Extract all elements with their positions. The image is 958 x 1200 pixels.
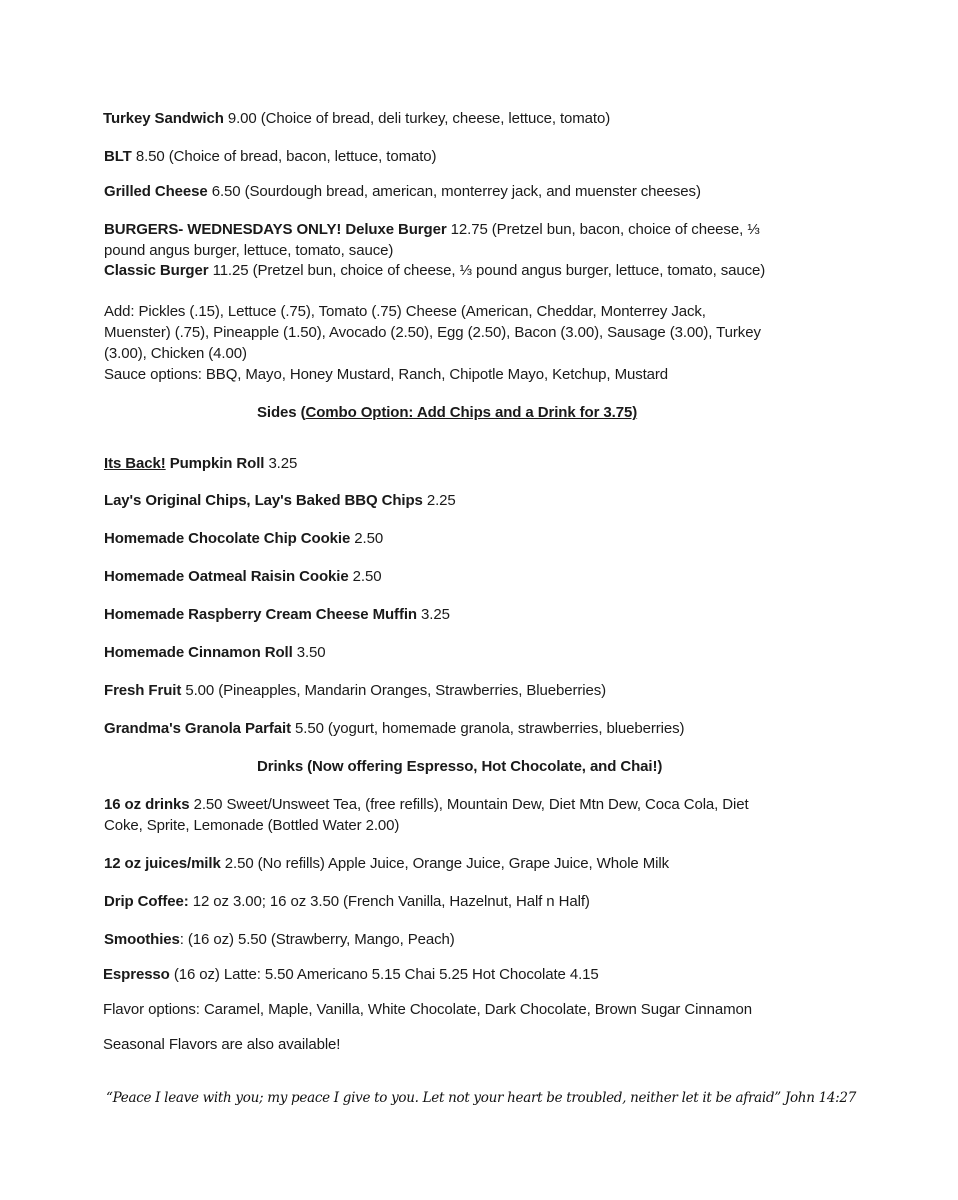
item-description: 2.50 (No refills) Apple Juice, Orange Juice, Grape Juice, Whole Milk xyxy=(224,855,670,872)
menu-item-blt xyxy=(104,146,436,167)
item-name: Espresso xyxy=(103,966,170,983)
item-description: 2.50 Sweet/Unsweet Tea, (free refills), Mountain Dew, Diet Mtn Dew, Coca Cola, Diet xyxy=(193,796,749,813)
item-price: 5.00 xyxy=(185,682,215,699)
menu-item-turkey-sandwich xyxy=(103,108,610,129)
item-description: 12 oz 3.00; 16 oz 3.50 (French Vanilla, Hazelnut, Half n Half) xyxy=(192,893,590,910)
addons-line-1: Add: Pickles (.15), Lettuce (.75), Tomato (.75) Cheese (American, Cheddar, Monterrey Jack, xyxy=(104,303,706,320)
addons-line-3: (3.00), Chicken (4.00) xyxy=(104,345,247,362)
item-price: 2.25 xyxy=(426,492,456,509)
seasonal-flavors-note: Seasonal Flavors are also available! xyxy=(103,1036,341,1053)
item-name: Lay's Original Chips, Lay's Baked BBQ Chips xyxy=(104,492,423,509)
item-name: Drip Coffee: xyxy=(104,893,189,910)
item-name: Homemade Chocolate Chip Cookie xyxy=(104,530,351,547)
item-price: 8.50 xyxy=(135,148,165,165)
menu-item-chocolate-chip-cookie xyxy=(104,528,383,549)
item-description: (Pretzel bun, choice of cheese, ⅓ pound angus burger, lettuce, tomato, sauce) xyxy=(252,262,766,279)
item-description: (Pretzel bun, bacon, choice of cheese, ⅓ xyxy=(491,221,760,238)
item-name: Grilled Cheese xyxy=(104,183,208,200)
item-name: 16 oz drinks xyxy=(104,796,190,813)
item-description: (Sourdough bread, american, monterrey jack, and muenster cheeses) xyxy=(244,183,701,200)
menu-item-chips xyxy=(104,490,456,511)
menu-item-grilled-cheese xyxy=(104,181,701,202)
menu-item-cinnamon-roll xyxy=(104,642,326,663)
item-price: 3.25 xyxy=(421,606,450,623)
item-name: Deluxe Burger xyxy=(345,221,447,238)
menu-item-fresh-fruit xyxy=(104,680,606,701)
menu-item-oatmeal-raisin-cookie xyxy=(104,566,381,587)
menu-item-raspberry-muffin xyxy=(104,604,450,625)
item-price: 5.50 xyxy=(295,720,324,737)
item-price: 3.25 xyxy=(268,455,298,472)
menu-item-pumpkin-roll xyxy=(104,453,297,474)
item-description: (yogurt, homemade granola, strawberries, blueberries) xyxy=(327,720,685,737)
item-price: 6.50 xyxy=(211,183,241,200)
bible-quote: “Peace I leave with you; my peace I give to you. Let not your heart be troubled, neither let it be afraid” John 14:27 xyxy=(106,1090,856,1106)
menu-item-smoothies xyxy=(104,929,455,950)
item-price: 2.50 xyxy=(352,568,382,585)
item-name: Homemade Oatmeal Raisin Cookie xyxy=(104,568,349,585)
item-price: 9.00 xyxy=(227,110,257,127)
item-price: 12.75 xyxy=(450,221,488,238)
item-price: 3.50 xyxy=(296,644,326,661)
menu-item-drip-coffee xyxy=(104,891,590,912)
item-name: Pumpkin Roll xyxy=(169,455,265,472)
sides-heading-label: Sides ( xyxy=(257,404,306,421)
drinks-heading: Drinks (Now offering Espresso, Hot Chocolate, and Chai!) xyxy=(257,758,663,775)
item-name: BLT xyxy=(104,148,132,165)
flavor-options: Flavor options: Caramel, Maple, Vanilla, White Chocolate, Dark Chocolate, Brown Sugar Cinnamon xyxy=(103,1001,752,1018)
menu-item-16oz-drinks xyxy=(104,794,749,815)
item-name: Homemade Raspberry Cream Cheese Muffin xyxy=(104,606,417,623)
item-price: 11.25 xyxy=(212,262,249,279)
menu-item-classic-burger xyxy=(104,260,765,281)
menu-item-espresso xyxy=(103,964,599,985)
item-description: (Choice of bread, bacon, lettuce, tomato) xyxy=(168,148,437,165)
item-name: Homemade Cinnamon Roll xyxy=(104,644,293,661)
item-name: Fresh Fruit xyxy=(104,682,182,699)
item-description: (16 oz) Latte: 5.50 Americano 5.15 Chai 5.25 Hot Chocolate 4.15 xyxy=(173,966,599,983)
deluxe-burger-description-continued: pound angus burger, lettuce, tomato, sauce) xyxy=(104,242,394,259)
item-price: 2.50 xyxy=(354,530,384,547)
item-name: Classic Burger xyxy=(104,262,209,279)
item-name: Smoothies xyxy=(104,931,180,948)
menu-item-granola-parfait xyxy=(104,718,684,739)
burgers-heading: BURGERS- WEDNESDAYS ONLY! xyxy=(104,221,342,238)
item-description: (Pineapples, Mandarin Oranges, Strawberries, Blueberries) xyxy=(218,682,607,699)
item-name: Turkey Sandwich xyxy=(103,110,224,127)
its-back-tag: Its Back! xyxy=(104,455,166,472)
item-name: 12 oz juices/milk xyxy=(104,855,221,872)
menu-item-12oz-juices xyxy=(104,853,669,874)
sauce-options: Sauce options: BBQ, Mayo, Honey Mustard, Ranch, Chipotle Mayo, Ketchup, Mustard xyxy=(104,366,669,383)
item-description: : (16 oz) 5.50 (Strawberry, Mango, Peach) xyxy=(179,931,455,948)
addons-line-2: Muenster) (.75), Pineapple (1.50), Avocado (2.50), Egg (2.50), Bacon (3.00), Sausage (3.00), Turkey xyxy=(104,324,761,341)
item-name: Grandma's Granola Parfait xyxy=(104,720,291,737)
item-description: (Choice of bread, deli turkey, cheese, lettuce, tomato) xyxy=(260,110,611,127)
sides-heading xyxy=(257,402,637,423)
16oz-drinks-continued: Coke, Sprite, Lemonade (Bottled Water 2.00) xyxy=(104,817,400,834)
menu-item-deluxe-burger xyxy=(104,219,760,240)
combo-option: Combo Option: Add Chips and a Drink for 3.75) xyxy=(305,404,638,421)
